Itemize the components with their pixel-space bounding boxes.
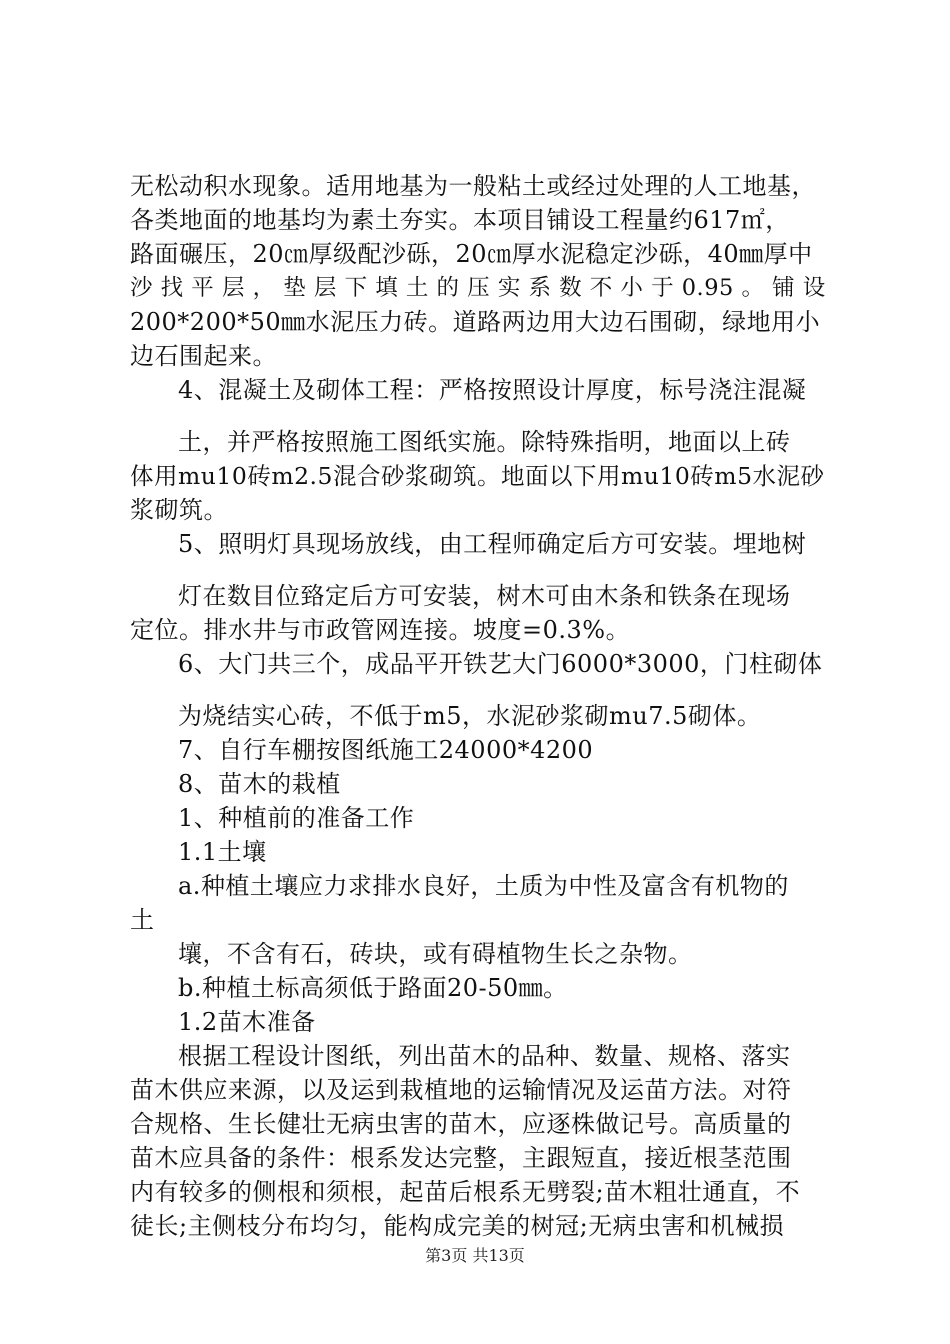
- text-line: 苗木应具备的条件：根系发达完整，主跟短直，接近根茎范围: [130, 1144, 792, 1172]
- text-line: 路面碾压，20㎝厚级配沙砾，20㎝厚水泥稳定沙砾，40㎜厚中: [130, 240, 813, 268]
- text-line: 8、苗木的栽植: [178, 770, 341, 798]
- text-line: 1、种植前的准备工作: [178, 804, 415, 832]
- text-line: 1.1土壤: [178, 838, 267, 866]
- text-line: 无松动积水现象。适用地基为一般粘土或经过处理的人工地基，: [130, 172, 816, 200]
- text-line: 浆砌筑。: [130, 496, 228, 524]
- text-line: 体用mu10砖m2.5混合砂浆砌筑。地面以下用mu10砖m5水泥砂: [130, 462, 825, 490]
- text-line: a.种植土壤应力求排水良好，土质为中性及富含有机物的: [178, 872, 789, 900]
- text-line: b.种植土标高须低于路面20-50㎜。: [178, 974, 568, 1002]
- text-line: 土: [130, 906, 155, 934]
- text-line: 壤，不含有石，砖块，或有碍植物生长之杂物。: [178, 940, 693, 968]
- text-line: 灯在数目位臵定后方可安装，树木可由木条和铁条在现场: [178, 582, 791, 610]
- text-line: 土，并严格按照施工图纸实施。除特殊指明，地面以上砖: [178, 428, 791, 456]
- text-line: 根据工程设计图纸，列出苗木的品种、数量、规格、落实: [178, 1042, 791, 1070]
- text-line: 各类地面的地基均为素土夯实。本项目铺设工程量约617㎡，: [130, 206, 790, 234]
- text-line: 边石围起来。: [130, 342, 277, 370]
- text-line: 1.2苗木准备: [178, 1008, 316, 1036]
- text-line: 沙 找 平 层 ， 垫 层 下 填 土 的 压 实 系 数 不 小 于 0.95 。 铺 设: [130, 275, 826, 301]
- text-line: 200*200*50㎜水泥压力砖。道路两边用大边石围砌，绿地用小: [130, 308, 821, 336]
- text-line: 6、大门共三个，成品平开铁艺大门6000*3000，门柱砌体: [178, 650, 823, 678]
- text-line: 内有较多的侧根和须根，起苗后根系无劈裂;苗木粗壮通直，不: [130, 1178, 801, 1206]
- text-line: 7、自行车棚按图纸施工24000*4200: [178, 736, 594, 764]
- text-line: 4、混凝土及砌体工程：严格按照设计厚度，标号浇注混凝: [178, 376, 807, 404]
- page-number-footer: 第3页 共13页: [425, 1246, 525, 1265]
- text-line: 合规格、生长健壮无病虫害的苗木，应逐株做记号。高质量的: [130, 1110, 792, 1138]
- text-line: 为烧结实心砖，不低于m5，水泥砂浆砌mu7.5砌体。: [178, 702, 762, 730]
- text-line: 5、照明灯具现场放线，由工程师确定后方可安装。埋地树: [178, 530, 807, 558]
- text-line: 徒长;主侧枝分布均匀，能构成完美的树冠;无病虫害和机械损: [130, 1212, 785, 1240]
- text-line: 定位。排水井与市政管网连接。坡度=0.3%。: [130, 616, 631, 644]
- text-line: 苗木供应来源，以及运到栽植地的运输情况及运苗方法。对符: [130, 1076, 792, 1104]
